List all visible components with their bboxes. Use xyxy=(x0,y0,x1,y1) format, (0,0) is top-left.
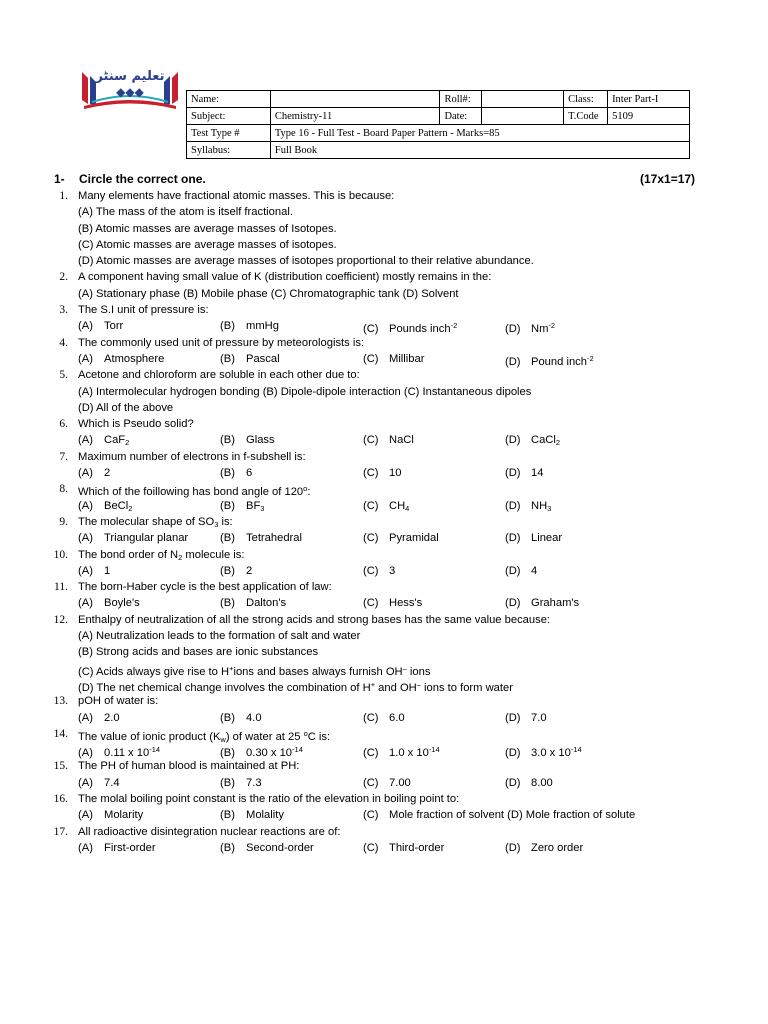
option xyxy=(505,530,562,546)
option-label: (B) xyxy=(220,499,235,512)
school-logo xyxy=(78,60,182,110)
option-line: (D) All of the above xyxy=(78,401,174,414)
question-line xyxy=(0,384,768,400)
question-line xyxy=(0,449,768,465)
option xyxy=(363,351,424,367)
table-row xyxy=(187,142,690,159)
question-number: 12. xyxy=(53,613,68,626)
question-line xyxy=(0,318,768,334)
option-text: Triangular planar xyxy=(104,532,189,545)
option-label: (B) xyxy=(220,467,235,480)
subject-label: Subject: xyxy=(187,108,271,125)
option-text: Molarity xyxy=(104,809,144,822)
question-text-sup: o xyxy=(303,484,308,494)
option-text: Linear xyxy=(531,532,563,545)
option-sub: 3 xyxy=(260,503,265,513)
option-label: (A) xyxy=(78,499,93,512)
question-text-part: The molecular shape of SO xyxy=(78,515,215,528)
question-line xyxy=(0,237,768,253)
option-text: Hess's xyxy=(389,597,423,610)
option-text: First-order xyxy=(104,841,156,854)
option: (B) Atomic masses are average masses of Isotopes. xyxy=(78,222,337,235)
question-line xyxy=(0,677,768,693)
option-sup: -2 xyxy=(450,321,458,331)
option-label: (A) xyxy=(78,434,93,447)
option-text: Tetrahedral xyxy=(246,532,302,545)
option-label: (D) xyxy=(505,532,521,545)
question-number: 13. xyxy=(53,695,68,708)
question-line xyxy=(0,710,768,726)
option-sub: 2 xyxy=(125,438,130,448)
question-line xyxy=(0,367,768,383)
option-sup: – xyxy=(416,679,421,689)
option-label: (C) xyxy=(363,467,379,480)
option-label: (B) xyxy=(220,352,235,365)
roll-value xyxy=(482,91,564,108)
option xyxy=(505,710,547,726)
option-text: 8.00 xyxy=(531,776,553,789)
option-label: (D) xyxy=(505,499,521,512)
option: (C) Acids always give rise to H+ions and bases always furnish OH– ions xyxy=(78,663,431,678)
question-line xyxy=(0,530,768,546)
option xyxy=(220,775,262,791)
option: (A) The mass of the atom is itself fractional. xyxy=(78,206,293,219)
question-number: 11. xyxy=(54,581,68,594)
option xyxy=(78,807,143,823)
question-text-part: ) of water at 25 xyxy=(225,730,304,743)
option xyxy=(363,595,422,611)
question-text-part: is: xyxy=(218,515,233,528)
option-text: 2 xyxy=(104,467,111,480)
option-text: 2 xyxy=(246,564,253,577)
svg-text:◆◆◆: ◆◆◆ xyxy=(116,85,144,99)
question-text: Many elements have fractional atomic masses. This is because: xyxy=(78,190,395,202)
question-line xyxy=(0,400,768,416)
option-label: (D) xyxy=(505,564,521,577)
option-text: 7.3 xyxy=(246,776,262,789)
option-label: (C) xyxy=(363,323,379,336)
option xyxy=(220,351,280,367)
option-label: (D) xyxy=(505,434,521,447)
option-sup: -14 xyxy=(428,745,440,755)
question-line xyxy=(0,726,768,742)
option-label: (A) xyxy=(78,597,93,610)
question-number: 3. xyxy=(59,304,68,317)
option-label: (C) xyxy=(363,564,379,577)
question-line xyxy=(0,302,768,318)
question-text: The molal boiling point constant is the ratio of the elevation in boiling point to: xyxy=(78,792,460,805)
option-text: 3.0 x 10 xyxy=(531,747,571,760)
section-number: 1- xyxy=(54,172,65,186)
question-text-sub: 2 xyxy=(178,552,183,562)
question-text-part: The value of ionic product (K xyxy=(78,730,221,743)
option xyxy=(505,563,537,579)
syllabus-value: Full Book xyxy=(270,142,689,159)
testtype-label: Test Type # xyxy=(187,125,271,142)
option-label: (A) xyxy=(78,809,93,822)
option-part: ions xyxy=(406,665,431,678)
option-text: BF xyxy=(246,499,261,512)
option xyxy=(363,563,395,579)
option xyxy=(363,840,444,856)
question-line xyxy=(0,204,768,220)
option xyxy=(78,530,188,546)
option-label: (A) xyxy=(78,532,93,545)
question-text-part: C is: xyxy=(307,730,331,743)
question-line xyxy=(0,693,768,709)
question-number: 9. xyxy=(59,515,68,528)
option: (B) Strong acids and bases are ionic substances xyxy=(78,646,319,659)
question-line xyxy=(0,481,768,497)
question-text: Which is Pseudo solid? xyxy=(78,418,194,431)
question-number: 5. xyxy=(59,369,68,382)
question-line xyxy=(0,612,768,628)
option-text: 0.30 x 10 xyxy=(246,747,293,760)
option-part: ions and bases always furnish OH xyxy=(233,665,403,678)
option-text: Third-order xyxy=(389,841,445,854)
option-text: 7.4 xyxy=(104,776,120,789)
tcode-label: T.Code xyxy=(564,108,608,125)
question-text: The S.I unit of pressure is: xyxy=(78,304,209,317)
syllabus-label: Syllabus: xyxy=(187,142,271,159)
option-sup: + xyxy=(370,679,376,689)
option-label: (D) xyxy=(505,355,521,368)
option xyxy=(363,807,635,823)
option-label: (C) xyxy=(363,809,379,822)
option xyxy=(220,595,286,611)
option xyxy=(78,840,156,856)
option xyxy=(363,775,411,791)
option xyxy=(78,775,120,791)
question-number: 7. xyxy=(59,450,68,463)
question-text: The PH of human blood is maintained at PH: xyxy=(78,760,300,773)
question-number: 16. xyxy=(53,792,68,805)
class-value: Inter Part-I xyxy=(608,91,690,108)
option-label: (C) xyxy=(363,352,379,365)
question-number: 17. xyxy=(53,825,68,838)
option-sup: – xyxy=(402,663,407,673)
option-label: (B) xyxy=(220,597,235,610)
date-value xyxy=(482,108,564,125)
table-row xyxy=(187,91,690,108)
section-marks: (17x1=17) xyxy=(640,172,696,186)
question-line xyxy=(0,791,768,807)
option: (A) Neutralization leads to the formation of salt and water xyxy=(78,630,361,643)
option xyxy=(220,318,279,334)
question-number: 1. xyxy=(59,190,68,202)
class-label: Class: xyxy=(564,91,608,108)
question-line xyxy=(0,824,768,840)
option-sub: 4 xyxy=(405,503,410,513)
question-number: 14. xyxy=(53,727,68,740)
option-text: 2.0 xyxy=(104,711,120,724)
option-text: Atmosphere xyxy=(104,352,165,365)
option-label: (A) xyxy=(78,467,93,480)
question-text: pOH of water is: xyxy=(78,695,159,708)
option xyxy=(505,775,553,791)
question-line xyxy=(0,661,768,677)
option-sup: -14 xyxy=(292,745,303,755)
question-text-sub: w xyxy=(220,734,226,744)
option-text: 3 xyxy=(389,564,396,577)
option-text: 14 xyxy=(531,467,544,480)
option-label: (A) xyxy=(78,352,93,365)
option-label: (A) xyxy=(78,776,93,789)
question-line xyxy=(0,432,768,448)
option-label: (A) xyxy=(78,320,93,333)
question-line xyxy=(0,351,768,367)
option xyxy=(220,530,302,546)
option-line: (A) Stationary phase (B) Mobile phase (C) Chromatographic tank (D) Solvent xyxy=(78,287,459,300)
question-line xyxy=(0,644,768,660)
option-text: Zero order xyxy=(531,841,584,854)
section-title: Circle the correct one. xyxy=(79,172,206,186)
option xyxy=(220,563,252,579)
option-sup: -14 xyxy=(570,745,582,755)
question-line xyxy=(0,807,768,823)
question-number: 2. xyxy=(59,271,68,284)
question-text-sub: 3 xyxy=(214,519,219,529)
question-text: The born-Haber cycle is the best application of law: xyxy=(78,581,332,594)
option-sub: 2 xyxy=(555,438,561,448)
option-label: (D) xyxy=(505,841,521,854)
logo-text: تعليم سنٹر xyxy=(95,69,165,84)
option-label: (A) xyxy=(78,747,93,760)
option-label: (B) xyxy=(220,320,235,333)
tcode-value: 5109 xyxy=(608,108,690,125)
option-text: Nm xyxy=(531,323,549,336)
option-text: 1 xyxy=(104,564,111,577)
option-text: Molality xyxy=(246,809,284,822)
question-text-part: The bond order of N xyxy=(78,548,179,561)
question-line xyxy=(0,514,768,530)
question-list xyxy=(0,188,768,856)
option xyxy=(505,595,579,611)
option-label: (C) xyxy=(363,841,379,854)
question-line xyxy=(0,775,768,791)
option xyxy=(363,432,414,448)
option xyxy=(363,710,405,726)
option-text: NaCl xyxy=(389,434,414,447)
option-text: NH xyxy=(531,499,548,512)
question-number: 6. xyxy=(59,418,68,431)
option xyxy=(505,465,543,481)
option-label: (D) xyxy=(505,467,521,480)
option-label: (C) xyxy=(363,747,379,760)
question-line xyxy=(0,188,768,204)
option xyxy=(363,465,401,481)
question-text: The commonly used unit of pressure by meteorologists is: xyxy=(78,336,365,349)
option-label: (B) xyxy=(220,564,235,577)
option-label: (D) xyxy=(505,747,521,760)
option-text: Pascal xyxy=(246,352,280,365)
option-label: (A) xyxy=(78,711,93,724)
student-info-table xyxy=(186,90,690,159)
option-sup: -2 xyxy=(548,321,556,331)
option-part: and OH xyxy=(375,681,417,694)
name-value xyxy=(270,91,440,108)
option-text: 7.00 xyxy=(389,776,411,789)
name-label: Name: xyxy=(187,91,271,108)
option-text: Pyramidal xyxy=(389,532,439,545)
option-sub: 3 xyxy=(547,503,552,513)
option xyxy=(78,351,164,367)
question-line xyxy=(0,335,768,351)
option-label: (C) xyxy=(363,776,379,789)
question-line xyxy=(0,563,768,579)
question-text-part: Which of the foillowing has bond angle of 120 xyxy=(78,486,304,499)
option-label: (B) xyxy=(220,747,235,760)
option-text: Pound inch xyxy=(531,355,587,368)
option-text: 6 xyxy=(246,467,253,480)
question-text: A component having small value of K (distribution coefficient) mostly remains in the: xyxy=(78,271,492,284)
question-line xyxy=(0,416,768,432)
option-label: (B) xyxy=(220,711,235,724)
option xyxy=(220,465,252,481)
option-text: 6.0 xyxy=(389,711,405,724)
question-line xyxy=(0,628,768,644)
question-number: 4. xyxy=(59,336,68,349)
question-number: 15. xyxy=(53,760,68,773)
option-text: 1.0 x 10 xyxy=(389,747,429,760)
option-sup: -2 xyxy=(586,353,594,363)
option-part: ions to form water xyxy=(420,681,513,694)
question-line xyxy=(0,579,768,595)
option-text: 7.0 xyxy=(531,711,547,724)
option-label: (B) xyxy=(220,434,235,447)
option xyxy=(220,840,314,856)
option-text: CaF xyxy=(104,434,126,447)
option-label: (C) xyxy=(363,532,379,545)
question-line xyxy=(0,269,768,285)
option-label: (B) xyxy=(220,841,235,854)
option xyxy=(505,840,583,856)
option-label: (B) xyxy=(220,532,235,545)
option-text: Graham's xyxy=(531,597,580,610)
option-label: (B) xyxy=(220,809,235,822)
option: (C) Atomic masses are average masses of isotopes. xyxy=(78,238,337,251)
option-label: (B) xyxy=(220,776,235,789)
option-text: 10 xyxy=(389,467,402,480)
option-text: Boyle's xyxy=(104,597,140,610)
option xyxy=(78,710,120,726)
date-label: Date: xyxy=(440,108,482,125)
option-text: mmHg xyxy=(246,320,279,333)
option-label: (D) xyxy=(505,597,521,610)
question-text: Acetone and chloroform are soluble in each other due to: xyxy=(78,369,360,382)
question-line xyxy=(0,758,768,774)
option: (D) The net chemical change involves the combination of H+ and OH– ions to form water xyxy=(78,679,513,694)
table-row xyxy=(187,125,690,142)
option-text: Mole fraction of solvent (D) Mole fraction of solute xyxy=(389,809,636,822)
option-text: Second-order xyxy=(246,841,314,854)
option xyxy=(220,432,275,448)
option-label: (C) xyxy=(363,711,379,724)
question-line xyxy=(0,595,768,611)
option-line: (A) Intermolecular hydrogen bonding (B) Dipole-dipole interaction (C) Instantaneous dipoles xyxy=(78,385,532,398)
table-row xyxy=(187,108,690,125)
question-line xyxy=(0,498,768,514)
question-line xyxy=(0,253,768,269)
option-text: Dalton's xyxy=(246,597,287,610)
option-label: (C) xyxy=(363,499,379,512)
question-text-part: molecule is: xyxy=(182,548,245,561)
question-text: All radioactive disintegration nuclear reactions are of: xyxy=(78,825,341,838)
option-text: Torr xyxy=(104,320,124,333)
option-text: Pounds inch xyxy=(389,323,451,336)
question-line xyxy=(0,742,768,758)
option-label: (A) xyxy=(78,841,93,854)
question-line xyxy=(0,465,768,481)
question-line xyxy=(0,221,768,237)
option-text: BeCl xyxy=(104,499,129,512)
option-text: 0.11 x 10 xyxy=(104,747,150,760)
option-text: CH xyxy=(389,499,406,512)
option-sub: 2 xyxy=(128,503,133,513)
option: (D) Atomic masses are average masses of isotopes proportional to their relative abundance. xyxy=(78,255,534,268)
question-number: 8. xyxy=(59,483,68,496)
roll-label: Roll#: xyxy=(440,91,482,108)
option-label: (C) xyxy=(363,434,379,447)
option-text: Glass xyxy=(246,434,275,447)
option-text: 4.0 xyxy=(246,711,262,724)
subject-value: Chemistry-11 xyxy=(270,108,440,125)
option-label: (D) xyxy=(505,776,521,789)
question-line xyxy=(0,547,768,563)
option-label: (D) xyxy=(505,323,521,336)
option xyxy=(363,530,439,546)
option xyxy=(78,563,110,579)
question-text: Maximum number of electrons in f-subshell is: xyxy=(78,450,306,463)
option xyxy=(78,318,123,334)
option-text: 4 xyxy=(531,564,538,577)
question-text-sup: o xyxy=(303,728,308,738)
option-label: (A) xyxy=(78,564,93,577)
question-line xyxy=(0,286,768,302)
option xyxy=(220,807,284,823)
question-text-part: : xyxy=(307,486,311,499)
option xyxy=(78,465,110,481)
option xyxy=(78,595,140,611)
option-sup: + xyxy=(229,663,234,673)
testtype-value: Type 16 - Full Test - Board Paper Pattern - Marks=85 xyxy=(270,125,689,142)
option-label: (C) xyxy=(363,597,379,610)
question-number: 10. xyxy=(53,548,68,561)
option-text: CaCl xyxy=(531,434,556,447)
question-line xyxy=(0,840,768,856)
option-label: (D) xyxy=(505,711,521,724)
option-sup: -14 xyxy=(149,745,161,755)
option xyxy=(220,710,262,726)
option-text: Millibar xyxy=(389,352,425,365)
question-text: Enthalpy of neutralization of all the strong acids and strong bases has the same value because: xyxy=(78,613,551,626)
